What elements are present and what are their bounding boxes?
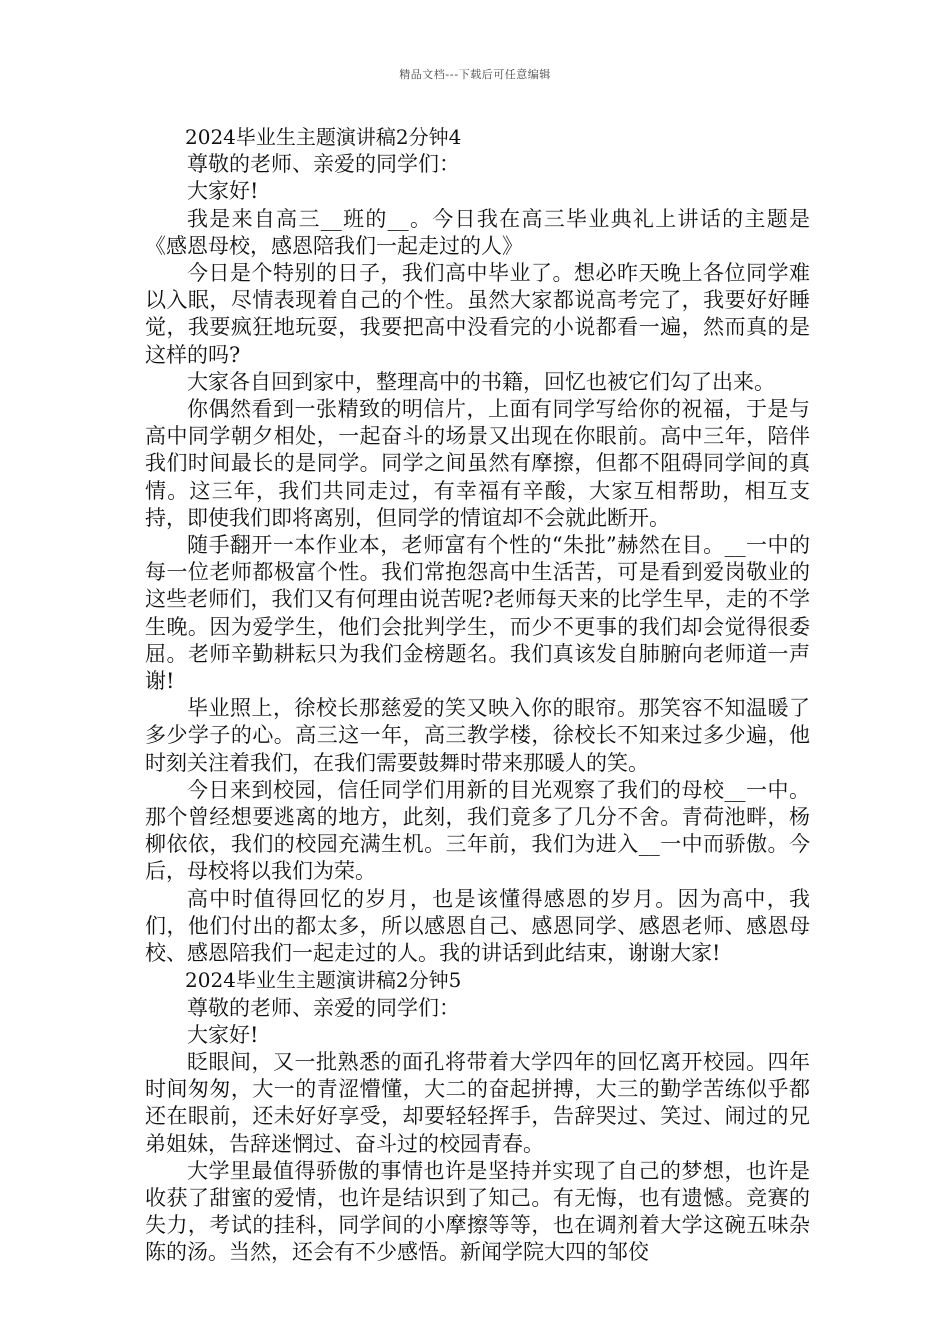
- paragraph: 随手翻开一本作业本，老师富有个性的“朱批”赫然在目。__一中的每一位老师都极富个性。我们常抱怨高中生活苦，可是看到爱岗敬业的这些老师们，我们又有何理由说苦呢?老师每天来的比学生早，走的不学生晚。因为爱学生，他们会批判学生，而少不更事的我们却会觉得很委屈。老师辛勤耕耘只为我们金榜题名。我们真该发自肺腑向老师道一声谢!: [145, 533, 810, 694]
- document-body: [145, 124, 810, 1267]
- speech-title: 2024毕业生主题演讲稿2分钟5: [185, 968, 462, 993]
- greeting: 大家好!: [187, 179, 259, 204]
- paragraph: 大家各自回到家中，整理高中的书籍，回忆也被它们勾了出来。: [187, 369, 775, 394]
- salutation: 尊敬的老师、亲爱的同学们：: [187, 995, 460, 1020]
- paragraph: 你偶然看到一张精致的明信片，上面有同学写给你的祝福，于是与高中同学朝夕相处，一起奋斗的场景又出现在你眼前。高中三年，陪伴我们时间最长的是同学。同学之间虽然有摩擦，但都不阻碍同学间的真情。这三年，我们共同走过，有幸福有辛酸，大家互相帮助，相互支持，即使我们即将离别，但同学的情谊却不会就此断开。: [145, 397, 810, 530]
- paragraph: 眨眼间，又一批熟悉的面孔将带着大学四年的回忆离开校园。四年时间匆匆，大一的青涩懵懂，大二的奋起拼搏，大三的勤学苦练似乎都还在眼前，还未好好享受，却要轻轻挥手，告辞哭过、笑过、闹过的兄弟姐妹，告辞迷惘过、奋斗过的校园青春。: [145, 1049, 810, 1156]
- paragraph: 毕业照上，徐校长那慈爱的笑又映入你的眼帘。那笑容不知温暖了多少学子的心。高三这一年，高三教学楼，徐校长不知来过多少遍，他时刻关注着我们，在我们需要鼓舞时带来那暖人的笑。: [145, 696, 810, 775]
- salutation: 尊敬的老师、亲爱的同学们：: [187, 152, 460, 177]
- paragraph: 高中时值得回忆的岁月，也是该懂得感恩的岁月。因为高中，我们，他们付出的都太多，所以感恩自己、感恩同学、感恩老师、感恩母校、感恩陪我们一起走过的人。我的讲话到此结束，谢谢大家!: [145, 886, 810, 966]
- paragraph: 我是来自高三__班的__。今日我在高三毕业典礼上讲话的主题是《感恩母校，感恩陪我们一起走过的人》: [145, 206, 810, 258]
- paragraph: 今日是个特别的日子，我们高中毕业了。想必昨天晚上各位同学难以入眠，尽情表现着自己的个性。虽然大家都说高考完了，我要好好睡觉，我要疯狂地玩耍，我要把高中没看完的小说都看一遍，然而真的是这样的吗?: [145, 261, 810, 367]
- greeting: 大家好!: [187, 1022, 259, 1047]
- paragraph: 大学里最值得骄傲的事情也许是坚持并实现了自己的梦想，也许是收获了甜蜜的爱情，也许是结识到了知己。有无悔，也有遗憾。竞赛的失力，考试的挂科，同学间的小摩擦等等，也在调剂着大学这碗五味杂陈的汤。当然，还会有不少感悟。新闻学院大四的邹佼: [145, 1158, 810, 1265]
- paragraph: 今日来到校园，信任同学们用新的目光观察了我们的母校__一中。那个曾经想要逃离的地方，此刻，我们竟多了几分不舍。青荷池畔，杨柳依依，我们的校园充满生机。三年前，我们为进入__一中而骄傲。今后，母校将以我们为荣。: [145, 777, 810, 884]
- speech-title: 2024毕业生主题演讲稿2分钟4: [185, 125, 462, 149]
- page-header: 精品文档---下载后可任意编辑: [399, 68, 551, 81]
